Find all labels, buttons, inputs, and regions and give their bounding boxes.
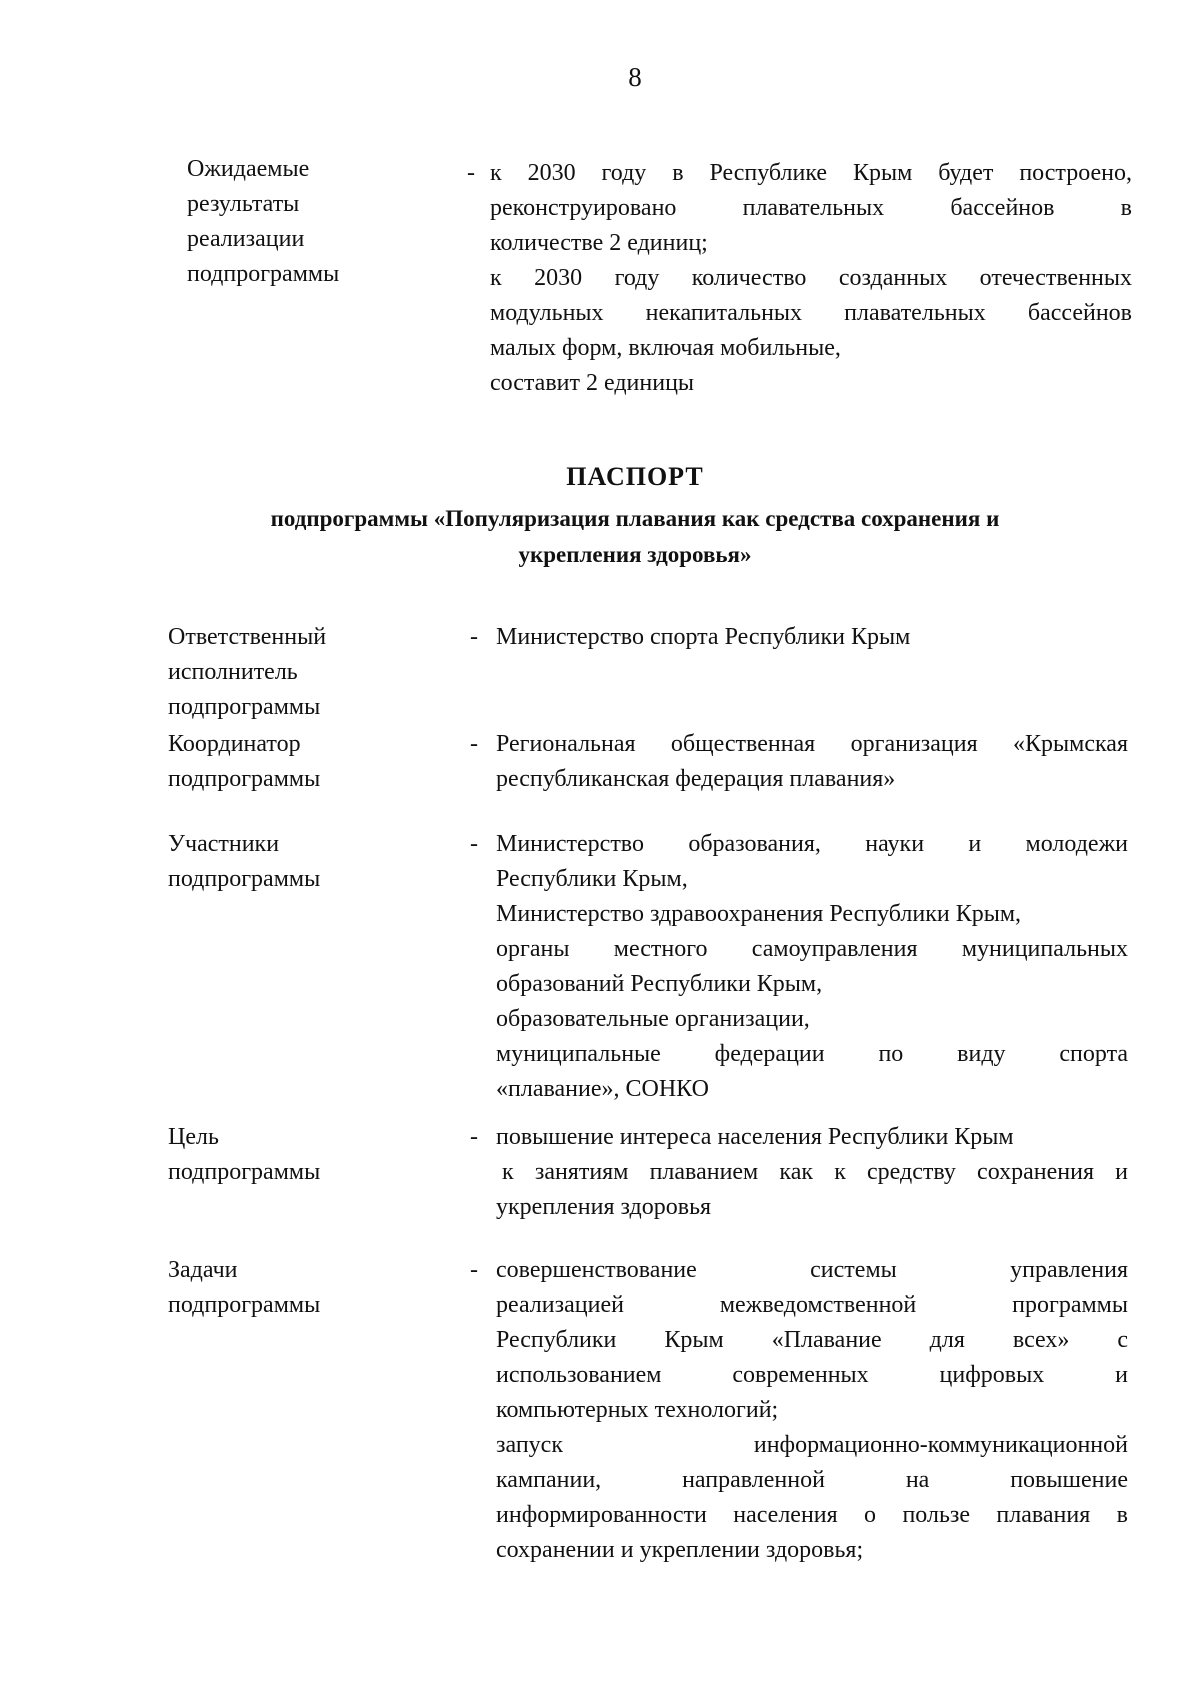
- text-line: к 2030 году в Республике Крым будет построено,: [490, 160, 1132, 186]
- label-line: исполнитель: [168, 659, 298, 685]
- text-line: органы местного самоуправления муниципальных: [496, 936, 1128, 962]
- label-line: подпрограммы: [187, 261, 340, 287]
- text-line: кампании, направленной на повышение: [496, 1467, 1128, 1493]
- label-line: подпрограммы: [168, 766, 321, 792]
- text-line: компьютерных технологий;: [496, 1397, 779, 1423]
- section-text: [496, 1120, 1128, 1225]
- text-line: запуск информационно-коммуникационной: [496, 1432, 1128, 1458]
- text-line: количестве 2 единиц;: [490, 230, 708, 256]
- dash: -: [470, 731, 478, 757]
- label-line: результаты: [187, 191, 300, 217]
- label-line: Задачи: [168, 1257, 238, 1283]
- text-line: совершенствование системы управления: [496, 1257, 1128, 1283]
- text-line: информированности населения о пользе плавания в: [496, 1502, 1128, 1528]
- section-label: [168, 1120, 320, 1190]
- passport-subtitle-line2: укрепления здоровья»: [518, 542, 752, 567]
- label-line: подпрограммы: [168, 694, 321, 720]
- text-line: образований Республики Крым,: [496, 971, 823, 997]
- text-line: «плавание», СОНКО: [496, 1076, 709, 1102]
- text-line: модульных некапитальных плавательных бассейнов: [490, 300, 1132, 326]
- page-number: 8: [628, 62, 642, 92]
- text-line: к 2030 году количество созданных отечественных: [490, 265, 1132, 291]
- label-line: подпрограммы: [168, 1292, 321, 1318]
- text-line: образовательные организации,: [496, 1006, 810, 1032]
- dash: -: [470, 1257, 478, 1283]
- text-line: республиканская федерация плавания»: [496, 766, 896, 792]
- text-line: к занятиям плаванием как к средству сохранения и: [502, 1159, 1128, 1185]
- passport-subtitle-line1: подпрограммы «Популяризация плавания как средства сохранения и: [270, 506, 1000, 531]
- text-line: Региональная общественная организация «Крымская: [496, 731, 1128, 757]
- label-line: Ожидаемые: [187, 156, 310, 182]
- text-line: использованием современных цифровых и: [496, 1362, 1128, 1388]
- label-line: Ответственный: [168, 624, 327, 650]
- text-line: Республики Крым,: [496, 866, 688, 892]
- section-label: [168, 727, 320, 797]
- label-line: Цель: [168, 1124, 219, 1150]
- section-text: [496, 1253, 1128, 1568]
- section-label: [168, 827, 320, 897]
- dash: -: [467, 160, 475, 186]
- section-text: [496, 620, 1128, 655]
- text-line: Министерство здравоохранения Республики Крым,: [496, 901, 1022, 927]
- label-line: подпрограммы: [168, 1159, 321, 1185]
- text-line: составит 2 единицы: [490, 370, 695, 396]
- text-line: реализацией межведомственной программы: [496, 1292, 1128, 1318]
- text-line: сохранении и укреплении здоровья;: [496, 1537, 864, 1563]
- dash: -: [470, 1124, 478, 1150]
- text-line: Министерство спорта Республики Крым: [496, 624, 911, 650]
- label-line: реализации: [187, 226, 305, 252]
- dash: -: [470, 831, 478, 857]
- dash: -: [470, 624, 478, 650]
- section-label: [168, 1253, 320, 1323]
- text-line: реконструировано плавательных бассейнов в: [490, 195, 1132, 221]
- text-line: малых форм, включая мобильные,: [490, 335, 841, 361]
- text-line: Министерство образования, науки и молодежи: [496, 831, 1128, 857]
- text-line: муниципальные федерации по виду спорта: [496, 1041, 1128, 1067]
- expected-results-label: [187, 152, 339, 292]
- text-line: укрепления здоровья: [496, 1194, 712, 1220]
- passport-title: ПАСПОРТ: [566, 462, 704, 491]
- label-line: Координатор: [168, 731, 301, 757]
- label-line: подпрограммы: [168, 866, 321, 892]
- text-line: повышение интереса населения Республики Крым: [496, 1124, 1014, 1150]
- section-text: [496, 827, 1128, 1107]
- section-label: [168, 620, 326, 725]
- text-line: Республики Крым «Плавание для всех» с: [496, 1327, 1128, 1353]
- expected-results-text: [490, 156, 1132, 401]
- section-text: [496, 727, 1128, 797]
- label-line: Участники: [168, 831, 280, 857]
